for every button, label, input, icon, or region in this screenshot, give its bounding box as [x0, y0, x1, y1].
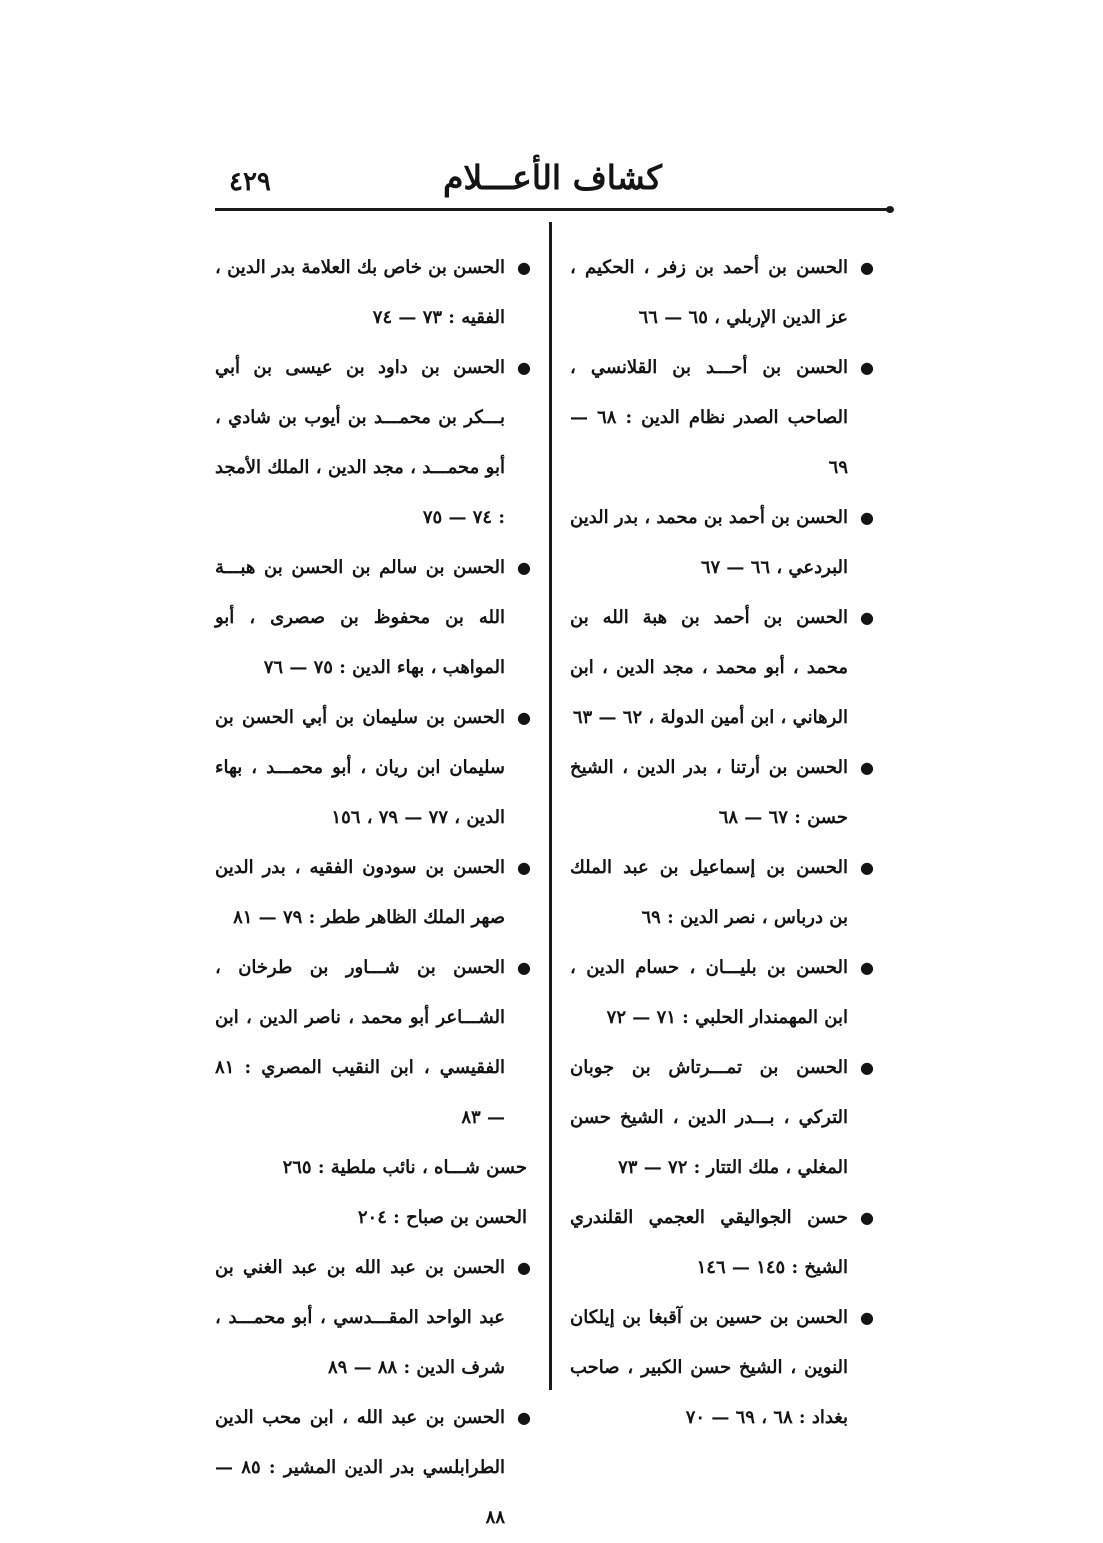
index-entry: ● الحسن بن سالم بن الحسن بن هبـــة الله بن محفوظ بن صصرى ، أبو المواهب ، بهاء الدين : ٧٥ — ٧٦ — [215, 543, 535, 693]
index-entry: حسن شـــاه ، نائب ملطية : ٢٦٥ — [282, 1157, 527, 1178]
index-entry: ● الحسن بن شـــاور بن طرخان ، الشـــاعر أبو محمد ، ناصر الدين ، ابن الفقيسي ، ابن النقيب المصري : ٨١ — ٨٣ — [215, 943, 535, 1143]
index-entry: ● الحسن بن عبد الله ، ابن محب الدين الطرابلسي بدر الدين المشير : ٨٥ — ٨٨ — [215, 1393, 535, 1543]
bullet-icon: ● — [860, 608, 874, 627]
index-entry: ● حسن الجواليقي العجمي القلندري الشيخ : ١٤٥ — ١٤٦ — [570, 1193, 878, 1293]
bullet-icon: ● — [860, 358, 874, 377]
bullet-icon: ● — [860, 958, 874, 977]
header-rule — [215, 208, 890, 211]
index-entry: ● الحسن بن أحمد بن هبة الله بن محمد ، أبو محمد ، مجد الدين ، ابن الرهاني ، ابن أمين الدولة ، ٦٢ — ٦٣ — [570, 593, 878, 743]
index-entry: ● الحسن بن خاص بك العلامة بدر الدين ، الفقيه : ٧٣ — ٧٤ — [215, 243, 535, 343]
bullet-icon: ● — [517, 858, 531, 877]
bullet-icon: ● — [517, 958, 531, 977]
bullet-icon: ● — [517, 708, 531, 727]
bullet-icon: ● — [860, 1058, 874, 1077]
bullet-icon: ● — [860, 1208, 874, 1227]
column-divider — [549, 222, 552, 1390]
index-entry: ● الحسن بن سليمان بن أبي الحسن بن سليمان ابن ريان ، أبو محمـــد ، بهاء الدين ، ٧٧ — ٧٩ ، ١٥٦ — [215, 693, 535, 843]
bullet-icon: ● — [860, 858, 874, 877]
bullet-icon: ● — [517, 258, 531, 277]
bullet-icon: ● — [517, 1258, 531, 1277]
running-title: كشاف الأعـــلام — [443, 158, 662, 197]
bullet-icon: ● — [860, 1308, 874, 1327]
index-entry: ● الحسن بن حسين بن آقبغا بن إيلكان النوين ، الشيخ حسن الكبير ، صاحب بغداد : ٦٨ ، ٦٩ — ٧٠ — [570, 1293, 878, 1443]
page-header — [215, 150, 890, 212]
page-number: ٤٢٩ — [229, 167, 271, 197]
index-entry: ● الحسن بن بليـــان ، حسام الدين ، ابن المهمندار الحلبي : ٧١ — ٧٢ — [570, 943, 878, 1043]
bullet-icon: ● — [517, 1408, 531, 1427]
bullet-icon: ● — [860, 258, 874, 277]
bullet-icon: ● — [860, 508, 874, 527]
index-entry: ● الحسن بن أحمد بن زفر ، الحكيم ، عز الدين الإربلي ، ٦٥ — ٦٦ — [570, 243, 878, 343]
index-entry: ● الحسن بن عبد الله بن عبد الغني بن عبد الواحد المقـــدسي ، أبو محمـــد ، شرف الدين : ٨٨ — ٨٩ — [215, 1243, 535, 1393]
index-entry: ● الحسن بن تمـــرتاش بن جوبان التركي ، بـــدر الدين ، الشيخ حسن المغلي ، ملك التتار : ٧٢ — ٧٣ — [570, 1043, 878, 1193]
bullet-icon: ● — [860, 758, 874, 777]
index-entry: ● الحسن بن أحمد بن محمد ، بدر الدين البردعي ، ٦٦ — ٦٧ — [570, 493, 878, 593]
index-entry: ● الحسن بن داود بن عيسى بن أبي بـــكر بن محمـــد بن أيوب بن شادي ، أبو محمـــد ، مجد الدين ، الملك الأمجد : ٧٤ — ٧٥ — [215, 343, 535, 543]
bullet-icon: ● — [517, 558, 531, 577]
index-entry: ● الحسن بن أحـــد بن القلانسي ، الصاحب الصدر نظام الدين : ٦٨ — ٦٩ — [570, 343, 878, 493]
index-entry: ● الحسن بن أرتنا ، بدر الدين ، الشيخ حسن : ٦٧ — ٦٨ — [570, 743, 878, 843]
index-entry: ● الحسن بن سودون الفقيه ، بدر الدين صهر الملك الظاهر ططر : ٧٩ — ٨١ — [215, 843, 535, 943]
index-entry: ● الحسن بن إسماعيل بن عبد الملك بن درباس ، نصر الدين : ٦٩ — [570, 843, 878, 943]
index-column-right — [570, 243, 878, 1443]
index-entry: الحسن بن صباح : ٢٠٤ — [357, 1207, 527, 1228]
bullet-icon: ● — [517, 358, 531, 377]
index-column-left — [215, 243, 535, 1543]
